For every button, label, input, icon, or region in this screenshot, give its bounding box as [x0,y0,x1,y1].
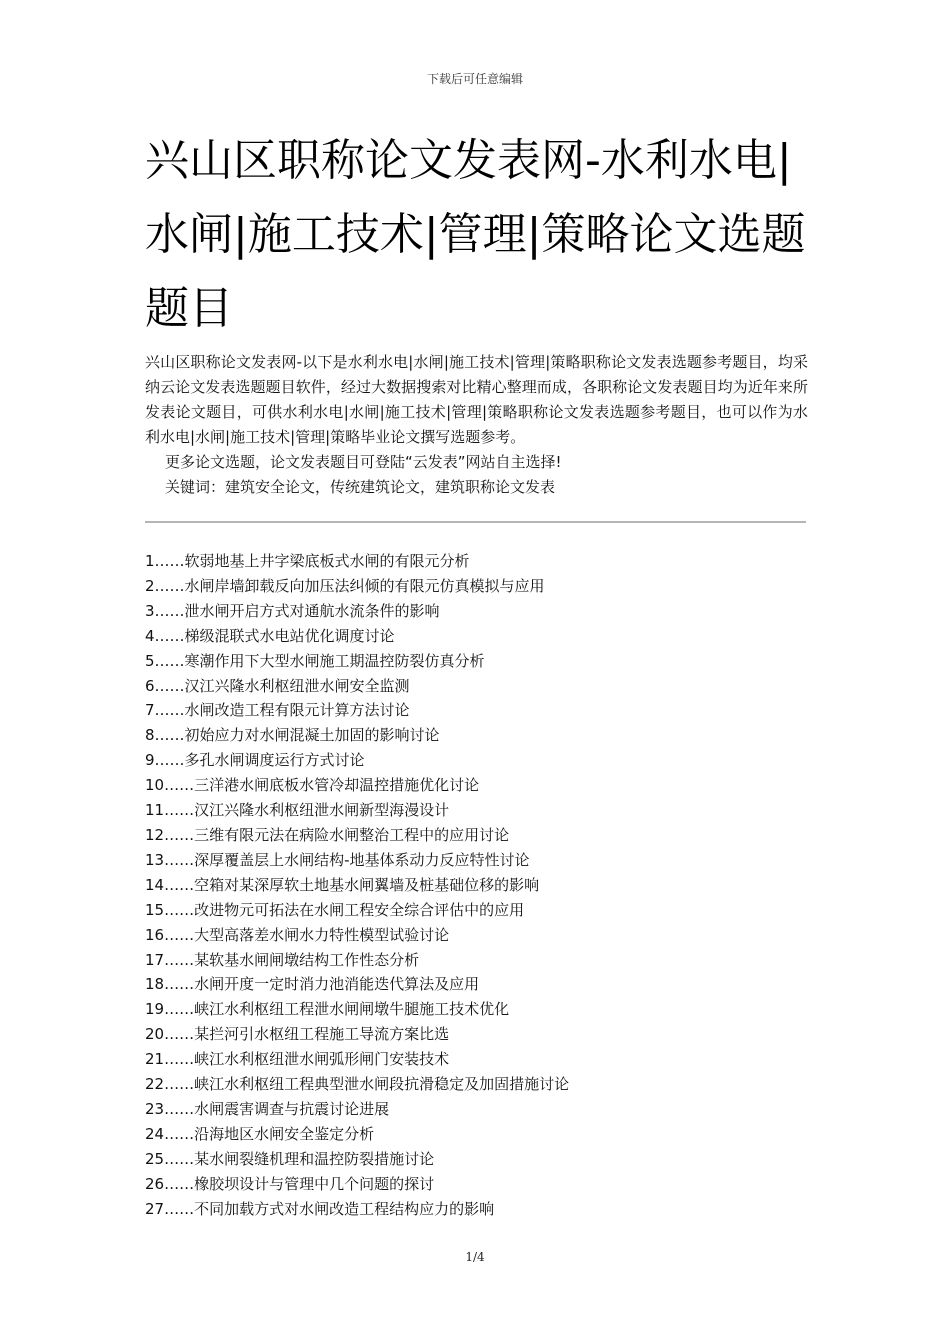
topic-item: 7……水闸改造工程有限元计算方法讨论 [145,701,410,720]
topic-item: 16……大型高落差水闸水力特性模型试验讨论 [145,925,450,944]
section-divider [145,521,806,523]
topic-item: 24……沿海地区水闸安全鉴定分析 [145,1124,375,1143]
topic-item: 23……水闸震害调查与抗震讨论进展 [145,1099,390,1118]
topic-item: 9……多孔水闸调度运行方式讨论 [145,751,365,770]
topic-item: 3……泄水闸开启方式对通航水流条件的影响 [145,601,440,620]
topic-item: 11……汉江兴隆水利枢纽泄水闸新型海漫设计 [145,801,450,820]
topic-item: 26……橡胶坝设计与管理中几个问题的探讨 [145,1174,435,1193]
topic-item: 1……软弱地基上井字梁底板式水闸的有限元分析 [145,552,470,570]
topic-item: 10……三洋港水闸底板水管冷却温控措施优化讨论 [145,776,480,795]
topic-item: 27……不同加载方式对水闸改造工程结构应力的影响 [145,1199,495,1218]
document-title: 兴山区职称论文发表网-水利水电|水闸|施工技术|管理|策略论文选题题目 [145,135,806,334]
topic-item: 12……三维有限元法在病险水闸整治工程中的应用讨论 [145,825,510,844]
topic-item: 22……峡江水利枢纽工程典型泄水闸段抗滑稳定及加固措施讨论 [145,1075,570,1094]
topic-item: 13……深厚覆盖层上水闸结构-地基体系动力反应特性讨论 [145,850,530,869]
topic-item: 17……某软基水闸闸墩结构工作性态分析 [145,950,420,969]
topic-item: 20……某拦河引水枢纽工程施工导流方案比选 [145,1025,450,1044]
page-number: 1/4 [465,1250,485,1264]
topic-item: 4……梯级混联式水电站优化调度讨论 [145,626,395,645]
header-note: 下载后可任意编辑 [426,72,523,86]
topic-list [145,549,806,1221]
topic-item: 6……汉江兴隆水利枢纽泄水闸安全监测 [145,676,410,695]
more-topics-note: 更多论文选题，论文发表题目可登陆“云发表”网站自主选择! [165,453,562,471]
topic-item: 19……峡江水利枢纽工程泄水闸闸墩牛腿施工技术优化 [145,1000,510,1019]
topic-item: 14……空箱对某深厚软土地基水闸翼墙及桩基础位移的影响 [145,875,540,894]
intro-paragraph: 兴山区职称论文发表网-以下是水利水电|水闸|施工技术|管理|策略职称论文发表选题参考题目，均采纳云论文发表选题题目软件，经过大数据搜索对比精心整理而成，各职称论文发表题目均为近年来所发表论文题目，可供水利水电|水闸|施工技术|管理|策略职称论文发表选题参考题目，也可以作为水利水电|水闸|施工技术|管理|策略毕业论文撰写选题参考。 [145,353,808,446]
intro-section [145,350,808,500]
topic-item: 2……水闸岸墙卸载反向加压法纠倾的有限元仿真模拟与应用 [145,576,545,595]
topic-item: 21……峡江水利枢纽泄水闸弧形闸门安装技术 [145,1050,450,1069]
topic-item: 5……寒潮作用下大型水闸施工期温控防裂仿真分析 [145,651,485,670]
topic-item: 15……改进物元可拓法在水闸工程安全综合评估中的应用 [145,900,525,919]
topic-item: 8……初始应力对水闸混凝土加固的影响讨论 [145,726,440,745]
keywords-line: 关键词：建筑安全论文，传统建筑论文，建筑职称论文发表 [165,478,556,496]
topic-item: 18……水闸开度一定时消力池消能迭代算法及应用 [145,975,480,994]
topic-item: 25……某水闸裂缝机理和温控防裂措施讨论 [145,1149,435,1168]
